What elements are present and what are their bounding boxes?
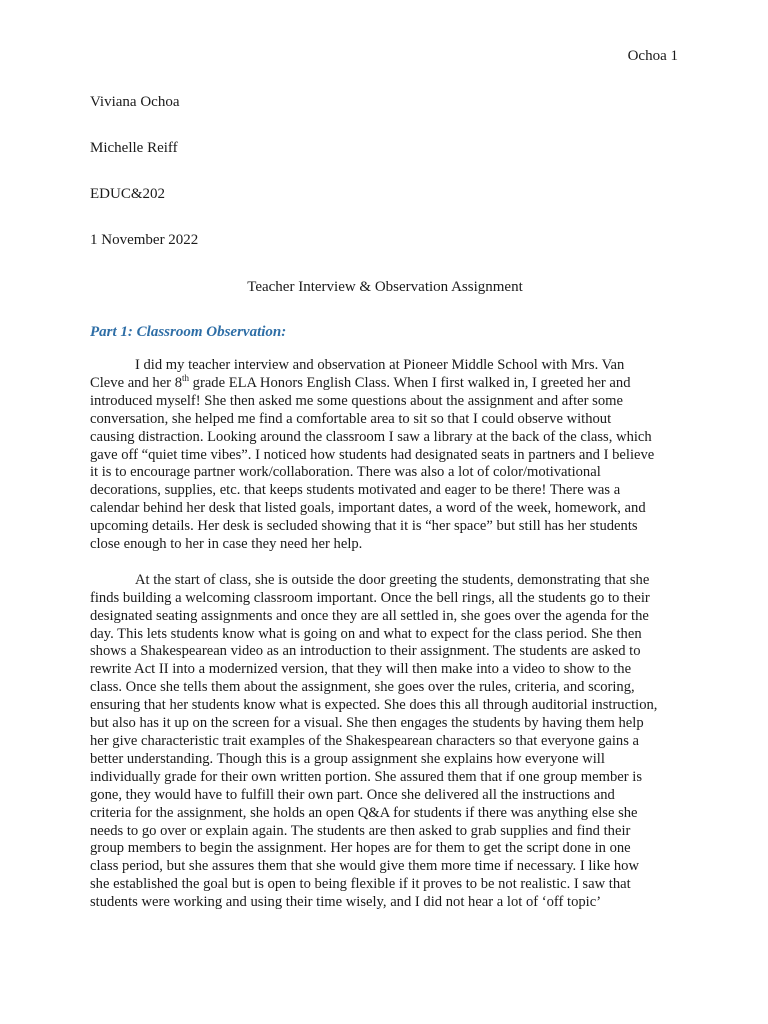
text-line: her give characteristic trait examples of the Shakespearean characters so that everyone gains a — [90, 733, 640, 750]
text-line: needs to go over or explain again. The students are then asked to grab supplies and find their — [90, 822, 631, 839]
document-date: 1 November 2022 — [90, 232, 199, 248]
text-line: I did my teacher interview and observation at Pioneer Middle School with Mrs. Van — [135, 357, 625, 373]
text-line: class period, but she assures them that she would give them more time if necessary. I like how — [90, 858, 640, 875]
text-line: she established the goal but is open to being flexible if it proves to be not realistic. I saw that — [90, 876, 631, 893]
text-line: decorations, supplies, etc. that keeps students motivated and eager to be there! There was a — [90, 482, 621, 499]
text-line: conversation, she helped me find a comfortable area to sit so that I could observe without — [90, 410, 612, 427]
text-line: better understanding. Though this is a group assignment she explains how everyone will — [90, 750, 605, 767]
student-name: Viviana Ochoa — [90, 94, 180, 110]
text-line: group members to begin the assignment. Her hopes are for them to get the script done in one — [90, 840, 631, 857]
section-heading-classroom-observation: Part 1: Classroom Observation: — [90, 324, 287, 340]
document-title: Teacher Interview & Observation Assignment — [247, 279, 523, 295]
superscript: th — [182, 373, 190, 384]
text-line: Cleve and her 8th grade ELA Honors English Class. When I first walked in, I greeted her and — [90, 373, 631, 391]
text-line: calendar behind her desk that listed goals, important dates, a word of the week, homework, and — [90, 500, 646, 517]
text-line: rewrite Act II into a modernized version, that they will then make into a video to show to the — [90, 661, 632, 678]
text-line: finds building a welcoming classroom important. Once the bell rings, all the students go to their — [90, 589, 650, 606]
text-line: but also has it up on the screen for a visual. She then engages the students by having them help — [90, 715, 644, 732]
paragraph — [90, 357, 682, 554]
instructor-name: Michelle Reiff — [90, 140, 178, 156]
text-line: close enough to her in case they need her help. — [90, 536, 363, 553]
text-line: gave off “quiet time vibes”. I noticed how students had designated seats in partners and I believe — [90, 446, 655, 463]
text-line: individually grade for their own written portion. She assured them that if one group member is — [90, 768, 643, 785]
text-line: upcoming details. Her desk is secluded showing that it is “her space” but still has her students — [90, 518, 638, 535]
text-line: students were working and using their time wisely, and I did not hear a lot of ‘off topic’ — [90, 894, 602, 911]
text-line: causing distraction. Looking around the classroom I saw a library at the back of the class, which — [90, 428, 652, 445]
text-line: At the start of class, she is outside the door greeting the students, demonstrating that she — [135, 571, 650, 588]
body-text — [90, 357, 682, 912]
text-line: shows a Shakespearean video as an introduction to their assignment. The students are asked to — [90, 643, 641, 660]
text-line: class. Once she tells them about the assignment, she goes over the rules, criteria, and scoring, — [90, 679, 635, 696]
text-line: gone, they would have to fulfill their own part. Once she delivered all the instructions and — [90, 786, 615, 803]
text-line: criteria for the assignment, she holds an open Q&A for students if there was anything else she — [90, 804, 638, 821]
text-line: it is to encourage partner work/collaboration. There was also a lot of color/motivational — [90, 464, 601, 481]
page-header-label: Ochoa 1 — [627, 48, 678, 64]
mla-heading — [90, 93, 680, 277]
text-line: designated seating assignments and once they are all settled in, she goes over the agenda for the — [90, 607, 649, 624]
text-line: ensuring that her students know what is expected. She does this all through auditorial instruction, — [90, 697, 658, 714]
text-line: day. This lets students know what is going on and what to expect for the class period. She then — [90, 625, 642, 642]
paragraph — [90, 572, 682, 912]
text-line: introduced myself! She then asked me some questions about the assignment and after some — [90, 392, 623, 409]
course-code: EDUC&202 — [90, 186, 165, 202]
